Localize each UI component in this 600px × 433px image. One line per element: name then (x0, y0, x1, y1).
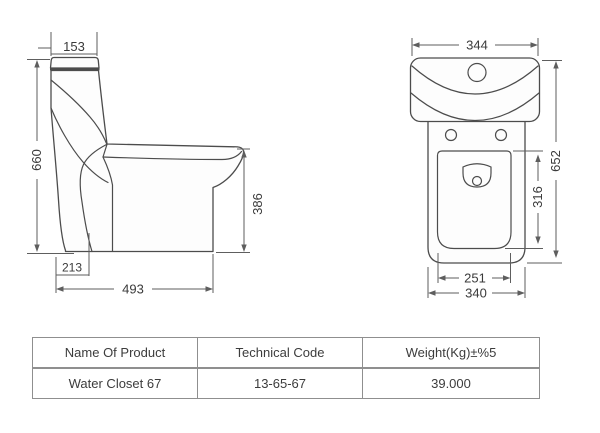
tank-lid-seam (50, 68, 100, 70)
dim-213-value: 213 (61, 260, 83, 275)
header-name-of-product: Name Of Product (33, 338, 198, 369)
spec-table-header-row (33, 338, 540, 369)
dim-344-value: 344 (466, 37, 488, 53)
side-view-body-outline (51, 71, 244, 252)
dim-251-arrow-right (503, 275, 511, 280)
dim-340-value: 340 (465, 285, 487, 301)
dim-344 (412, 38, 538, 57)
dim-316-value: 316 (530, 186, 545, 208)
dim-386-arrow-bottom (241, 245, 246, 253)
dim-493-value: 493 (122, 281, 144, 297)
spec-table-data-row (33, 368, 540, 399)
front-tank-outline (411, 58, 540, 122)
dim-251-arrow-left (438, 275, 446, 280)
header-technical-code: Technical Code (198, 338, 363, 369)
dim-344-arrow-right (531, 42, 539, 47)
dim-660-arrow-bottom (34, 245, 39, 253)
dim-340-arrow-right (518, 290, 526, 295)
dim-344-arrow-left (412, 42, 420, 47)
cell-weight: 39.000 (363, 368, 540, 399)
cell-product-name: Water Closet 67 (33, 368, 198, 399)
dim-652-arrow-top (553, 61, 558, 69)
dim-340-arrow-left (428, 290, 436, 295)
dim-386-value: 386 (250, 193, 265, 215)
cell-technical-code: 13-65-67 (198, 368, 363, 399)
toilet-front-view (411, 38, 564, 301)
dim-493-arrow-left (56, 286, 64, 291)
dim-153 (38, 32, 97, 56)
dim-652-arrow-bottom (553, 251, 558, 259)
dim-316-arrow-top (535, 155, 540, 163)
spec-table (32, 337, 540, 399)
dim-316-arrow-bottom (535, 237, 540, 245)
dim-153-value: 153 (63, 39, 85, 54)
tank-lid (51, 58, 100, 69)
toilet-side-view (27, 32, 265, 297)
dim-660-arrow-top (34, 60, 39, 68)
dim-493-arrow-right (206, 286, 214, 291)
dim-251-value: 251 (464, 270, 486, 286)
header-weight: Weight(Kg)±%5 (363, 338, 540, 369)
dim-660-value: 660 (29, 149, 44, 171)
dim-652-value: 652 (548, 150, 563, 172)
